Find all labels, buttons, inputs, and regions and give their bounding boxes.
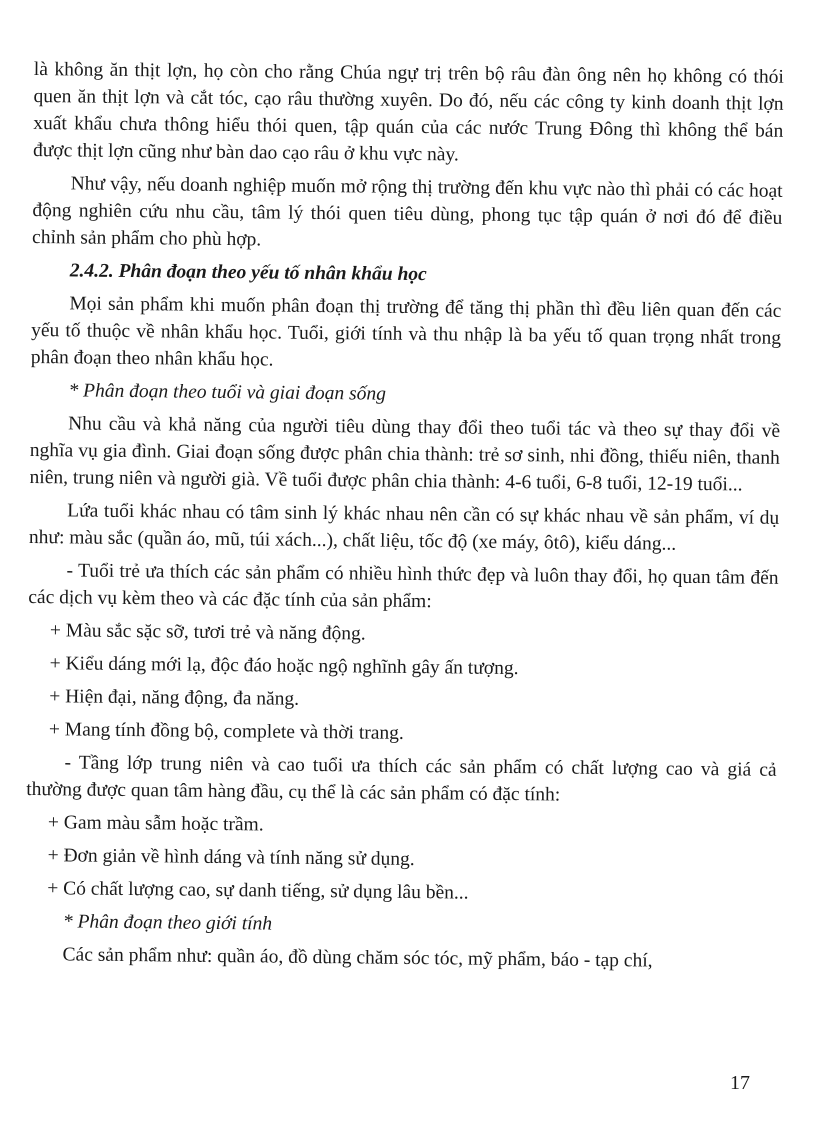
paragraph-age-differences: Lứa tuổi khác nhau có tâm sinh lý khác nhau nên cần có sự khác nhau về sản phẩm, ví dụ như: màu sắc (quần áo, mũ, túi xách...), chất liệu, tốc độ (xe máy, ôtô), kiểu dáng... <box>28 500 780 555</box>
paragraph-life-stage: Nhu cầu và khả năng của người tiêu dùng thay đổi theo tuổi tác và theo sự thay đổi về nghĩa vụ gia đình. Giai đoạn sống được phân chia thành: trẻ sơ sinh, nhi đồng, thiếu niên, thanh niên, trung niên và người già. Về tuổi được phân chia thành: 4-6 tuổi, 6-8 tuổi, 12-19 tuổi... <box>29 413 781 496</box>
list-item: + Có chất lượng cao, sự danh tiếng, sử dụng lâu bền... <box>47 878 469 904</box>
list-item: + Màu sắc sặc sỡ, tươi trẻ và năng động. <box>49 620 366 645</box>
paragraph-demographics: Mọi sản phẩm khi muốn phân đoạn thị trường để tăng thị phần thì đều liên quan đến các yếu tố thuộc về nhân khẩu học. Tuổi, giới tính và thu nhập là ba yếu tố quan trọng nhất trong phân đoạn theo nhân khẩu học. <box>30 293 782 371</box>
paragraph-youth: - Tuổi trẻ ưa thích các sản phẩm có nhiều hình thức đẹp và luôn thay đổi, họ quan tâm đến các dịch vụ kèm theo và các đặc tính của sản phẩm: <box>28 560 779 613</box>
paragraph-market-expansion: Như vậy, nếu doanh nghiệp muốn mở rộng thị trường đến khu vực nào thì phải có các hoạt động nghiên cứu nhu cầu, tâm lý thói quen tiêu dùng, phong tục tập quán ở nơi đó để điều chỉnh sản phẩm cho phù hợp. <box>31 173 783 251</box>
page-body <box>24 56 784 982</box>
subheading-gender: * Phân đoạn theo giới tính <box>62 911 273 935</box>
list-item: + Mang tính đồng bộ, complete và thời trang. <box>48 719 404 744</box>
paragraph-middle-east: là không ăn thịt lợn, họ còn cho rằng Chúa ngự trị trên bộ râu đàn ông nên họ không có thói quen ăn thịt lợn và cắt tóc, cạo râu thường xuyên. Do đó, nếu các công ty kinh doanh thịt lợn xuất khẩu chưa thông hiểu thói quen, tập quán của các nước Trung Đông thì không thể bán được thịt lợn cũng như bàn dao cạo râu ở khu vực này. <box>32 58 784 166</box>
list-item: + Hiện đại, năng động, đa năng. <box>49 686 300 710</box>
paragraph-older: - Tầng lớp trung niên và cao tuổi ưa thích các sản phẩm có chất lượng cao và giá cả thường được quan tâm hàng đầu, cụ thể là các sản phẩm có đặc tính: <box>26 752 777 806</box>
list-item: + Đơn giản về hình dáng và tính năng sử dụng. <box>47 845 415 871</box>
section-heading-2-4-2: 2.4.2. Phân đoạn theo yếu tố nhân khẩu học <box>69 260 427 286</box>
subheading-age: * Phân đoạn theo tuổi và giai đoạn sống <box>68 380 386 405</box>
list-item: + Gam màu sẫm hoặc trầm. <box>47 812 264 836</box>
list-item: + Kiểu dáng mới lạ, độc đáo hoặc ngộ nghĩnh gây ấn tượng. <box>49 653 519 680</box>
page-number: 17 <box>730 1072 750 1094</box>
paragraph-gender-products: Các sản phẩm như: quần áo, đồ dùng chăm sóc tóc, mỹ phẩm, báo - tạp chí, <box>62 944 653 972</box>
